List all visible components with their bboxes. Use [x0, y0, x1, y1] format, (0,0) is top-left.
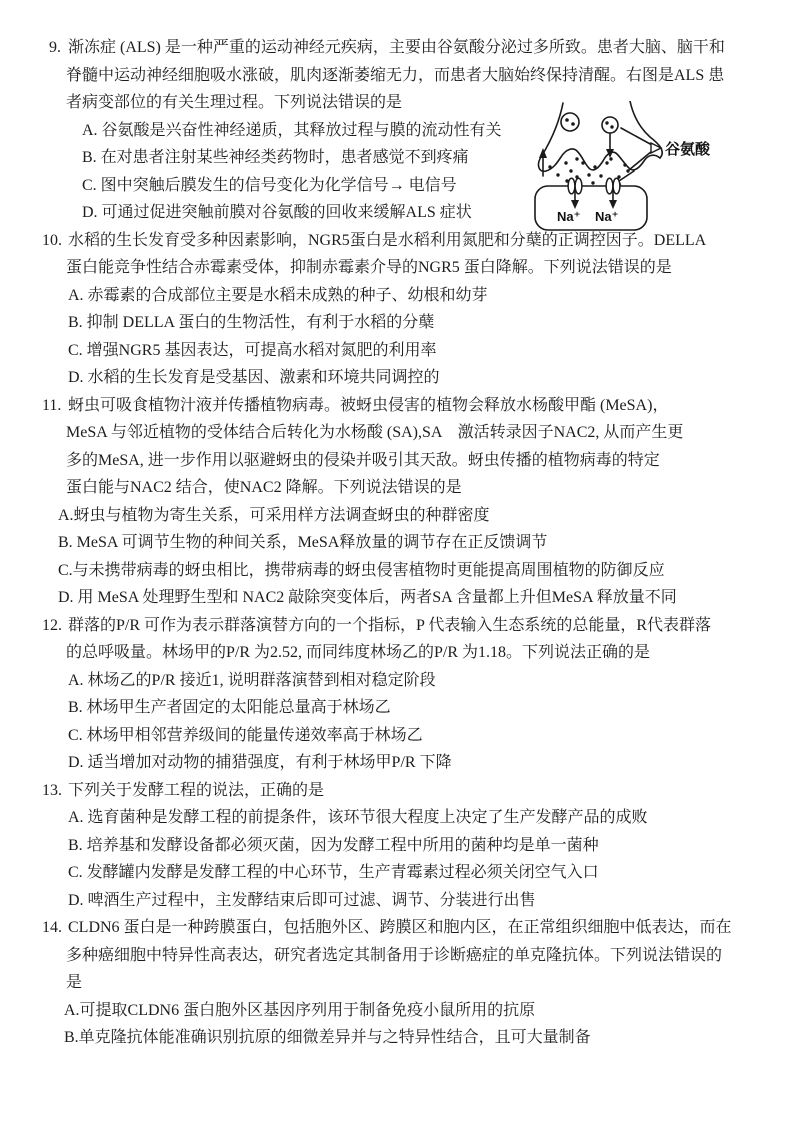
option-b: B. 培养基和发酵设备都必须灭菌，因为发酵工程中所用的菌种均是单一菌种	[68, 836, 599, 854]
option-b: B. MeSA 可调节生物的种间关系，MeSA释放量的调节存在正反馈调节	[58, 534, 548, 551]
option-a: A. 赤霉素的合成部位主要是水稻未成熟的种子、幼根和幼芽	[68, 286, 488, 304]
option-a: A.蚜虫与植物为寄生关系，可采用样方法调查蚜虫的种群密度	[58, 506, 490, 524]
question-number: 11.	[42, 396, 62, 414]
na-label: Na⁺	[595, 209, 619, 224]
option-d: D. 水稻的生长发育是受基因、激素和环境共同调控的	[68, 369, 440, 386]
option-c: C. 图中突触后膜发生的信号变化为化学信号→ 电信号	[82, 176, 457, 194]
synaptic-vesicle-icon	[602, 117, 618, 133]
question-12	[40, 612, 788, 777]
option-b: B. 林场甲生产者固定的太阳能总量高于林场乙	[68, 699, 391, 716]
question-stem-line: 群落的P/R 可作为表示群落演替方向的一个指标，P 代表输入生态系统的总能量，R代表群落	[68, 616, 711, 634]
option-c: C.与未携带病毒的蚜虫相比，携带病毒的蚜虫侵害植物时更能提高周围植物的防御反应	[58, 561, 665, 579]
question-stem-line: 渐冻症 (ALS) 是一种严重的运动神经元疾病，主要由谷氨酸分泌过多所致。患者大脑、脑干和	[68, 39, 725, 56]
synaptic-vesicle-icon	[561, 113, 579, 131]
question-number: 9.	[49, 39, 61, 56]
option-b: B.单克隆抗体能准确识别抗原的细微差异并与之特异性结合，且可大量制备	[64, 1029, 591, 1046]
question-number: 12.	[42, 616, 62, 634]
question-10	[40, 227, 788, 392]
option-d: D. 适当增加对动物的捕猎强度，有利于林场甲P/R 下降	[68, 754, 452, 771]
presynaptic-terminal-outline	[539, 103, 660, 171]
option-a: A. 选育菌种是发酵工程的前提条件，该环节很大程度上决定了生产发酵产品的成败	[68, 809, 648, 826]
glutamate-label: 谷氨酸	[665, 141, 711, 158]
option-a: A. 林场乙的P/R 接近1, 说明群落演替到相对稳定阶段	[68, 671, 436, 689]
question-13	[40, 777, 788, 915]
question-number: 10.	[42, 231, 62, 249]
question-stem-line: 蚜虫可吸食植物汁液并传播植物病毒。被蚜虫侵害的植物会释放水杨酸甲酯 (MeSA)，	[68, 396, 669, 414]
glutamate-pointer	[621, 128, 661, 170]
question-stem-line: 的总呼吸量。林场甲的P/R 为2.52, 而同纬度林场乙的P/R 为1.18。下列说法正确的是	[66, 644, 651, 661]
option-d: D. 可通过促进突触前膜对谷氨酸的回收来缓解ALS 症状	[82, 204, 472, 221]
option-c: C. 发酵罐内发酵是发酵工程的中心环节，生产青霉素过程必须关闭空气入口	[68, 864, 599, 881]
option-a: A.可提取CLDN6 蛋白胞外区基因序列用于制备免疫小鼠所用的抗原	[64, 1001, 536, 1019]
option-c: C. 增强NGR5 基因表达，可提高水稻对氮肥的利用率	[68, 341, 437, 359]
question-stem-line: 多的MeSA, 进一步作用以驱避蚜虫的侵染并吸引其天敌。蚜虫传播的植物病毒的特定	[66, 451, 660, 469]
question-stem-line: 脊髓中运动神经细胞吸水涨破，肌肉逐渐萎缩无力，而患者大脑始终保持清醒。右图是ALS 患	[66, 66, 725, 84]
question-stem-line: 者病变部位的有关生理过程。下列说法错误的是	[66, 94, 403, 111]
question-number: 14.	[42, 919, 62, 936]
question-stem-line: 蛋白能与NAC2 结合，使NAC2 降解。下列说法错误的是	[66, 479, 462, 496]
question-stem-line: 多种癌细胞中特异性高表达，研究者选定其制备用于诊断癌症的单克隆抗体。下列说法错误的	[66, 946, 723, 964]
question-number: 13.	[42, 781, 62, 799]
option-c: C. 林场甲相邻营养级间的能量传递效率高于林场乙	[68, 726, 423, 744]
option-b: B. 抑制 DELLA 蛋白的生物活性，有利于水稻的分蘖	[68, 314, 435, 331]
option-d: D. 啤酒生产过程中，主发酵结束后即可过滤、调节、分装进行出售	[68, 891, 536, 909]
option-d: D. 用 MeSA 处理野生型和 NAC2 敲除突变体后，两者SA 含量都上升但MeSA 释放量不同	[58, 589, 677, 606]
question-stem-line: 是	[66, 974, 83, 991]
question-stem-line: CLDN6 蛋白是一种跨膜蛋白，包括胞外区、跨膜区和胞内区，在正常组织细胞中低表达，而在	[68, 919, 732, 936]
question-stem-line: 水稻的生长发育受多种因素影响，NGR5蛋白是水稻利用氮肥和分蘖的正调控因子。DELLA	[68, 231, 707, 249]
option-b: B. 在对患者注射某些神经类药物时，患者感觉不到疼痛	[82, 149, 469, 166]
question-14	[40, 914, 788, 1052]
na-label: Na⁺	[557, 209, 581, 224]
postsynaptic-cell-outline	[535, 186, 647, 230]
question-stem-line: 蛋白能竞争性结合赤霉素受体，抑制赤霉素介导的NGR5 蛋白降解。下列说法错误的是	[66, 259, 672, 276]
question-stem-line: 下列关于发酵工程的说法，正确的是	[68, 781, 325, 799]
question-11	[40, 392, 788, 612]
synapse-diagram	[533, 101, 715, 235]
question-stem-line: MeSA 与邻近植物的受体结合后转化为水杨酸 (SA),SA 激活转录因子NAC2, 从而产生更	[66, 424, 684, 441]
option-a: A. 谷氨酸是兴奋性神经递质，其释放过程与膜的流动性有关	[82, 121, 502, 139]
